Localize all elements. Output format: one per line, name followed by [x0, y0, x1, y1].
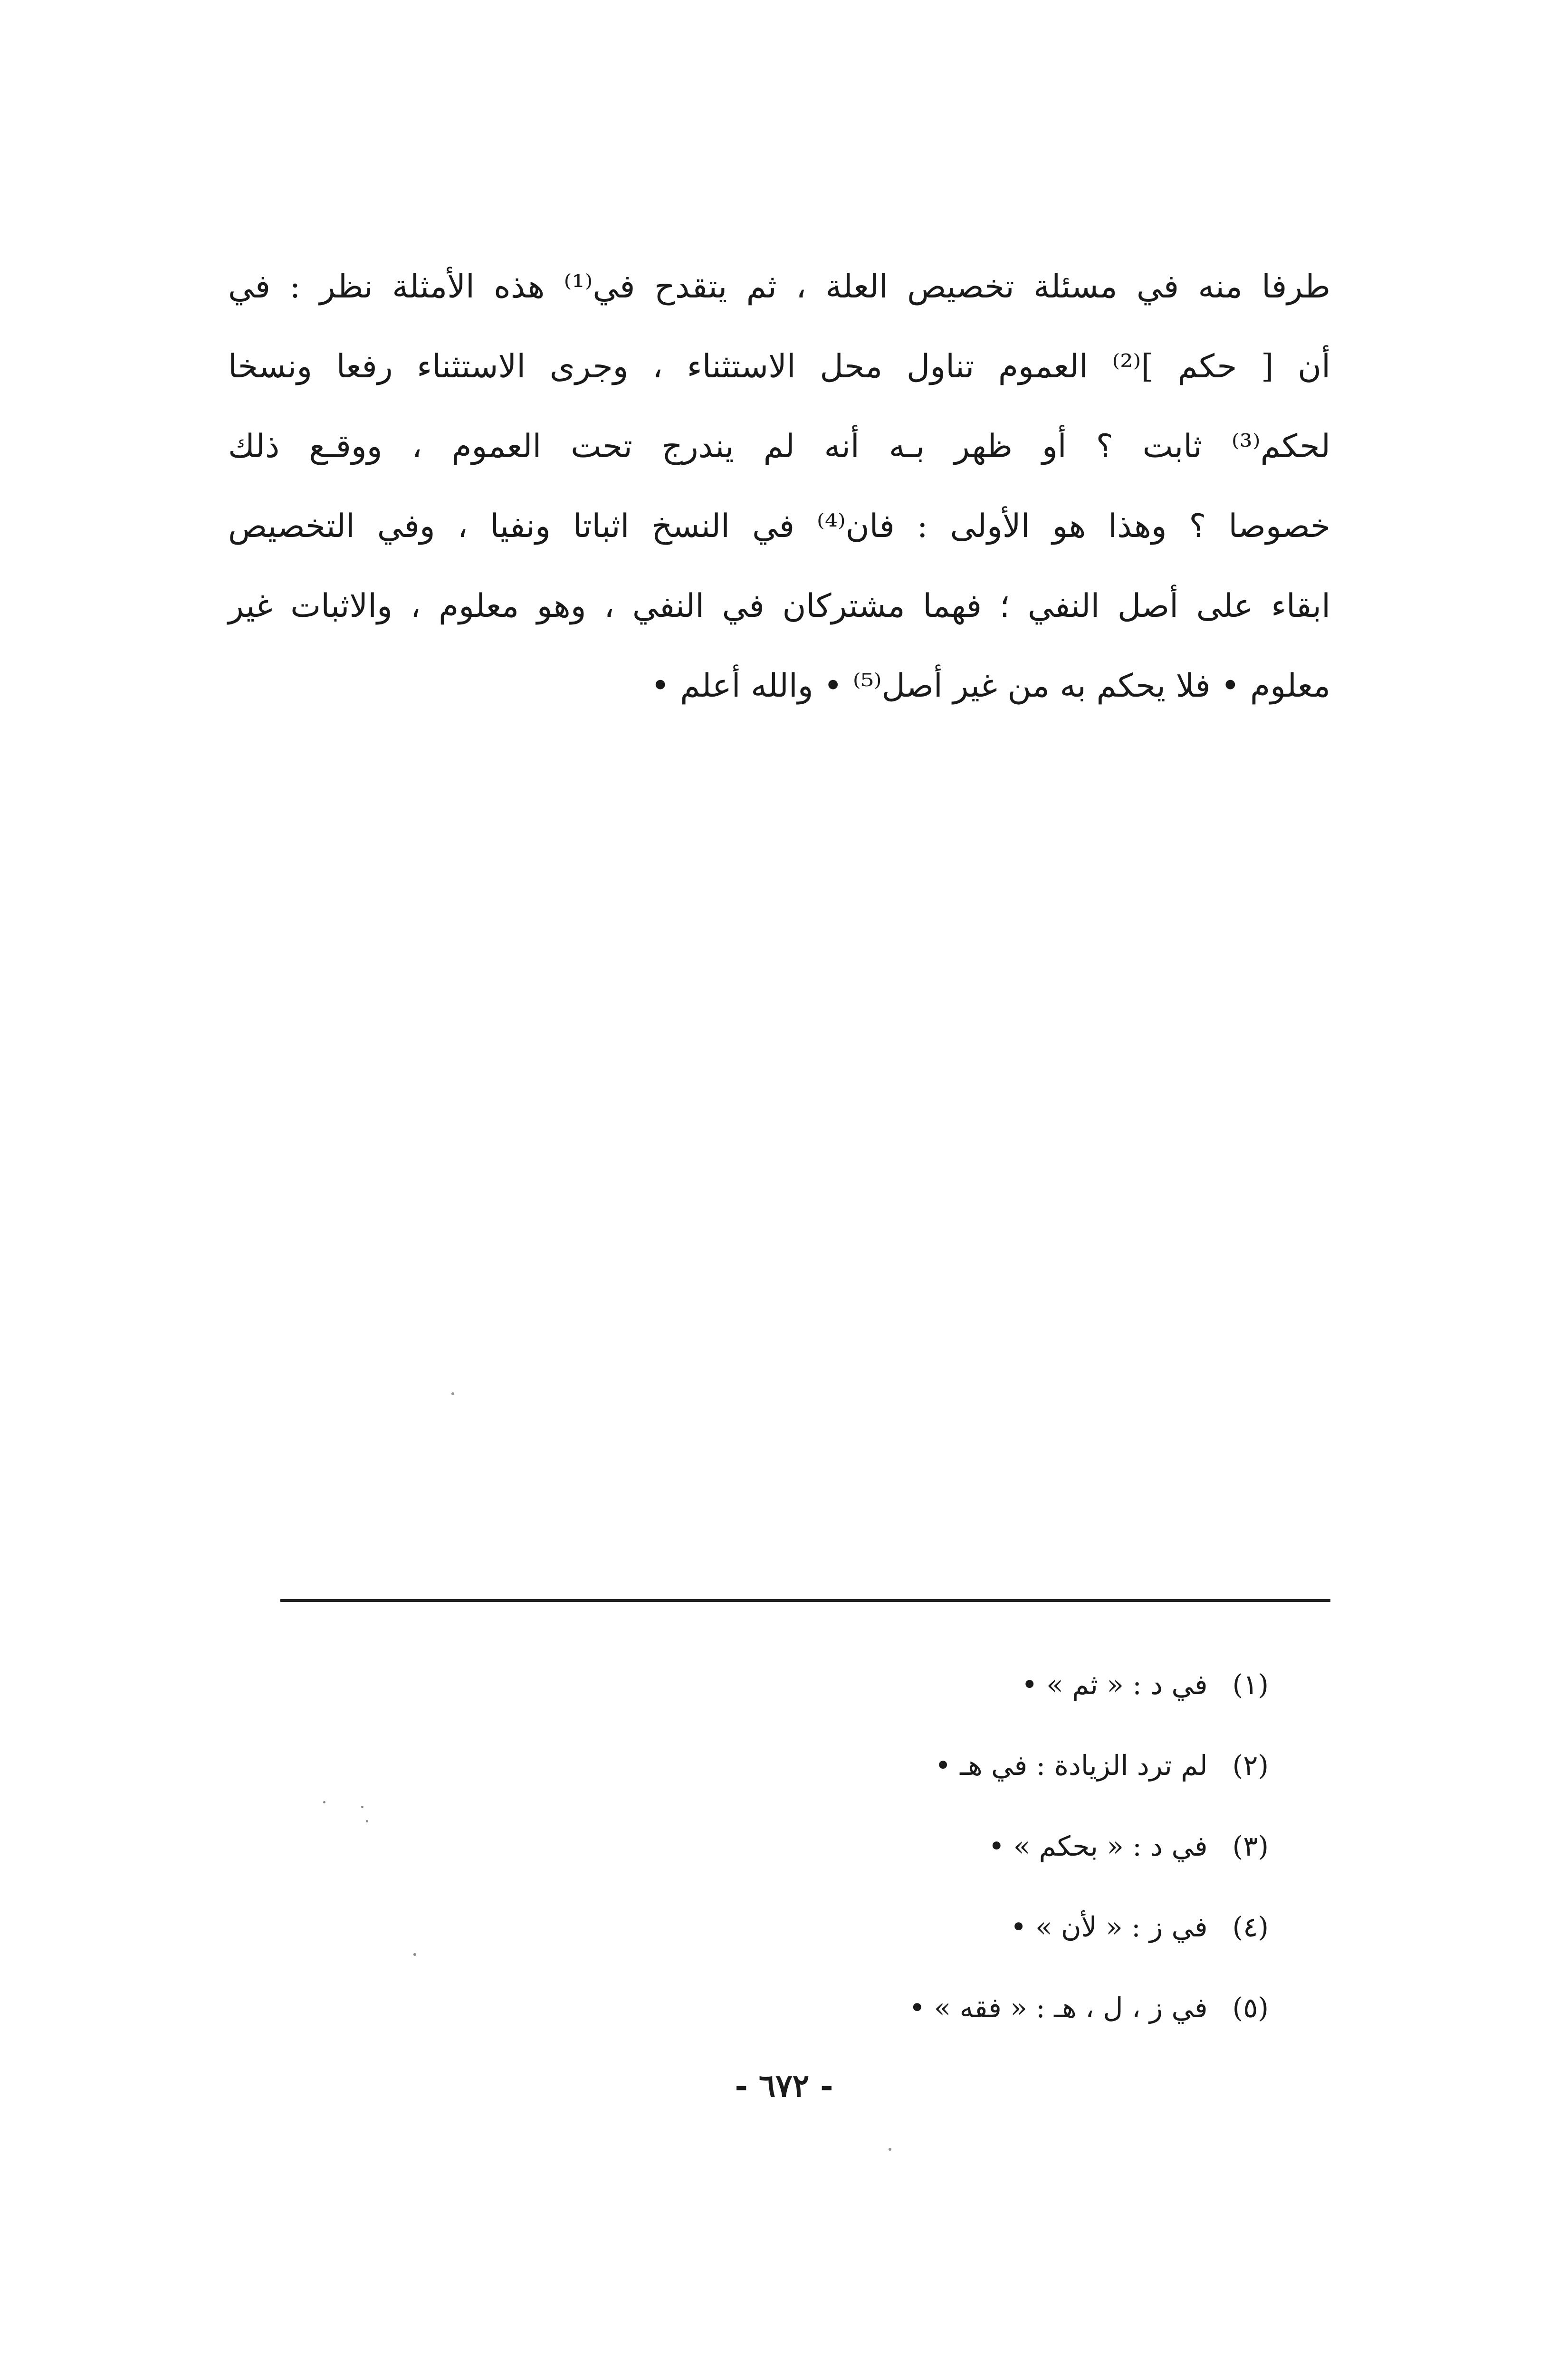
text-line: ابقاء على أصل النفي ؛ فهما مشتركان في النفي ، وهو معلوم ، والاثبات غير [228, 587, 1330, 625]
footnote-item [556, 1644, 1269, 1725]
scan-speck [323, 1801, 325, 1803]
footnote-item [556, 1806, 1269, 1887]
scan-speck [361, 1806, 363, 1808]
footnote-text: لم ترد الزيادة : في هـ • [935, 1749, 1208, 1782]
footnote-number: (٢) [1232, 1749, 1269, 1782]
text-line: خصوصا ؟ وهذا هو الأولى : فان⁽⁴⁾ في النسخ اثباتا ونفيا ، وفي التخصيص [228, 508, 1331, 545]
text-line: طرفا منه في مسئلة تخصيص العلة ، ثم يتقدح في⁽¹⁾ هذه الأمثلة نظر : في [228, 268, 1330, 306]
footnote-number: (٤) [1232, 1911, 1269, 1943]
footnote-item [556, 1725, 1269, 1806]
main-text-block [228, 247, 1330, 726]
footnote-number: (٥) [1232, 1992, 1269, 2024]
footnote-number: (٣) [1232, 1830, 1269, 1862]
footnote-divider [280, 1599, 1330, 1602]
footnote-text: في ز : « لأن » • [1010, 1911, 1208, 1943]
footnote-text: في د : « ثم » • [1021, 1668, 1208, 1701]
scan-speck [366, 1820, 368, 1822]
text-line: أن [ حكم ]⁽²⁾ العموم تناول محل الاستثناء ، وجرى الاستثناء رفعا ونسخا [228, 348, 1330, 385]
text-line: معلوم • فلا يحكم به من غير أصل⁽⁵⁾ • والله أعلم • [650, 667, 1330, 705]
scan-speck [889, 2148, 891, 2151]
footnote-text: في د : « بحكم » • [988, 1830, 1208, 1862]
footnote-item [556, 1887, 1269, 1967]
footnote-item [556, 1967, 1269, 2048]
scan-speck [413, 1953, 416, 1956]
text-line: لحكم⁽³⁾ ثابت ؟ أو ظهر بـه أنه لم يندرج تحت العموم ، ووقـع ذلك [228, 428, 1330, 465]
scan-speck [451, 1392, 454, 1395]
footnotes-block [556, 1644, 1269, 2048]
footnote-number: (١) [1232, 1668, 1269, 1701]
page-number: - ٦٧٢ - [735, 2067, 833, 2104]
footnote-text: في ز ، ل ، هـ : « فقه » • [909, 1992, 1208, 2024]
